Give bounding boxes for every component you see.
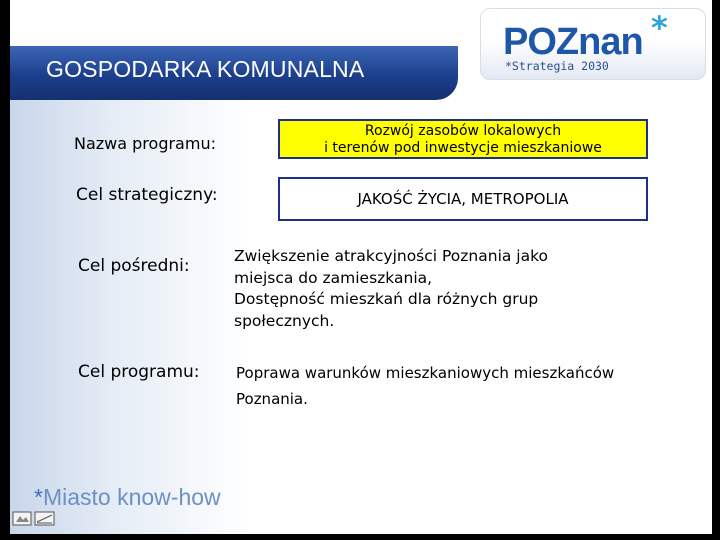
frame-bottom — [0, 534, 720, 540]
logo-wordmark: POZnan — [503, 21, 643, 63]
footer-brand-text: Miasto know-how — [42, 484, 221, 510]
program-goal-label: Cel programu: — [78, 362, 200, 382]
logo-subtitle: *Strategia 2030 — [505, 59, 609, 73]
logo-star-icon: * — [651, 9, 668, 47]
strategic-goal-label: Cel strategiczny: — [76, 185, 218, 205]
intermediate-goal-label: Cel pośredni: — [78, 256, 190, 276]
program-name-line: Rozwój zasobów lokalowych — [364, 123, 562, 139]
footer-brand — [34, 484, 221, 511]
title-banner — [10, 46, 458, 100]
page-title: GOSPODARKA KOMUNALNA — [46, 56, 365, 82]
strategic-goal-box: JAKOŚĆ ŻYCIA, METROPOLIA — [278, 177, 648, 221]
frame-left — [0, 0, 10, 540]
left-gradient-panel — [10, 100, 250, 534]
intermediate-goal-line: Zwiększenie atrakcyjności Poznania jako — [234, 247, 549, 265]
program-goal-line: Poprawa warunków mieszkaniowych mieszkańców — [236, 364, 615, 382]
program-name-box — [278, 119, 648, 159]
footer-star-icon: * — [34, 484, 43, 510]
intermediate-goal-line: miejsca do zamieszkania, — [234, 268, 433, 287]
intermediate-goal-line: Dostępność mieszkań dla różnych grup — [234, 290, 539, 308]
intermediate-goal-text — [234, 246, 674, 332]
program-goal-line: Poznania. — [236, 390, 308, 408]
poznan-logo — [480, 8, 706, 80]
program-goal-text — [236, 360, 676, 412]
program-name-label: Nazwa programu: — [74, 134, 216, 153]
frame-right — [712, 0, 720, 540]
intermediate-goal-line: społecznych. — [234, 311, 335, 330]
program-name-line: i terenów pod inwestycje mieszkaniowe — [324, 140, 602, 156]
slide-thumbnail-icon[interactable] — [12, 510, 56, 528]
